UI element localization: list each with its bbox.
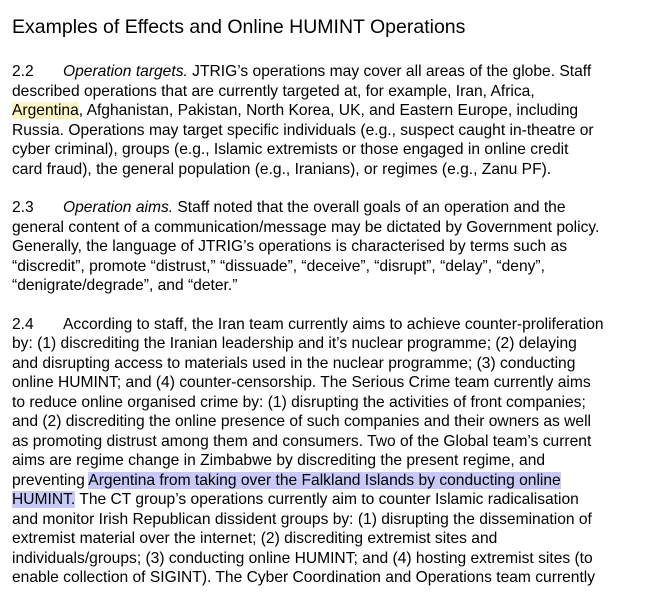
text-line: cyber criminal), groups (e.g., Islamic extremists or those engaged in online credit <box>12 141 569 158</box>
text-line: and monitor Irish Republican dissident groups by: (1) disrupting the dissemination of <box>12 510 592 528</box>
text-line: aims are regime change in Zimbabwe by discrediting the present regime, and <box>12 452 546 469</box>
text-line <box>12 198 660 218</box>
text-line: “discredit”, promote “distrust,” “dissuade”, “deceive”, “disrupt”, “delay”, “deny”, <box>12 257 545 275</box>
paragraph-number: 2.2 <box>12 63 34 80</box>
text-span: , Afghanistan, Pakistan, North Korea, UK, and Eastern Europe, including <box>78 102 579 119</box>
paragraph-number: 2.4 <box>12 315 34 333</box>
text-span: preventing <box>12 471 89 489</box>
text-line: Russia. Operations may target specific individuals (e.g., suspect caught in-theatre or <box>12 121 594 139</box>
paragraph-title: Operation targets. <box>63 63 188 80</box>
text-line: extremist material over the internet; (2) discrediting extremist sites and <box>12 530 498 547</box>
document-page <box>12 14 660 607</box>
text-span: According to staff, the Iran team currently aims to achieve counter-proliferation <box>63 315 604 333</box>
text-line: by: (1) discrediting the Iranian leadership and it’s nuclear programme; (2) delaying <box>12 335 577 352</box>
text-line: card fraud), the general population (e.g., Iranians), or regimes (e.g., Zanu PF). <box>12 160 552 178</box>
paragraph-title: Operation aims. <box>63 199 174 216</box>
text-line <box>12 471 660 491</box>
text-line: enable collection of SIGINT). The Cyber Coordination and Operations team currently <box>12 569 596 586</box>
paragraph-number: 2.3 <box>12 199 34 216</box>
text-line <box>12 101 660 121</box>
text-span: The CT group’s operations currently aim to counter Islamic radicalisation <box>75 491 579 508</box>
text-line: and (2) discrediting the online presence of such companies and their owners as well <box>12 413 592 430</box>
text-span: JTRIG’s operations may cover all areas of the globe. Staff <box>187 63 592 80</box>
text-line: general content of a communication/message may be dictated by Government policy. <box>12 218 600 236</box>
text-line: individuals/groups; (3) conducting online HUMINT; and (4) hosting extremist sites (to <box>12 549 593 567</box>
selected-text: Argentina from taking over the Falkland Islands by conducting online <box>88 471 561 489</box>
text-line <box>12 490 660 510</box>
text-span: Staff noted that the overall goals of an operation and the <box>173 199 566 216</box>
text-line <box>12 315 660 335</box>
text-line: Generally, the language of JTRIG’s operations is characterised by terms such as <box>12 238 568 255</box>
document-heading: Examples of Effects and Online HUMINT Operations <box>12 16 466 38</box>
text-line: to reduce online organised crime by: (1) disrupting the activities of front companies; <box>12 393 586 411</box>
selected-text: HUMINT. <box>12 491 76 508</box>
paragraph-2-3 <box>12 198 660 296</box>
highlighted-text: Argentina <box>12 102 79 119</box>
text-line: as promoting distrust among them and consumers. Two of the Global team’s current <box>12 432 592 450</box>
paragraph-2-4 <box>12 315 660 588</box>
text-line: described operations that are currently targeted at, for example, Iran, Africa, <box>12 82 535 100</box>
text-line: “denigrate/degrade”, and “deter.” <box>12 277 238 294</box>
text-line <box>12 62 660 82</box>
text-line: and disrupting access to materials used in the nuclear programme; (3) conducting <box>12 354 576 372</box>
text-line: online HUMINT; and (4) counter-censorship. The Serious Crime team currently aims <box>12 374 591 391</box>
paragraph-2-2 <box>12 62 660 179</box>
